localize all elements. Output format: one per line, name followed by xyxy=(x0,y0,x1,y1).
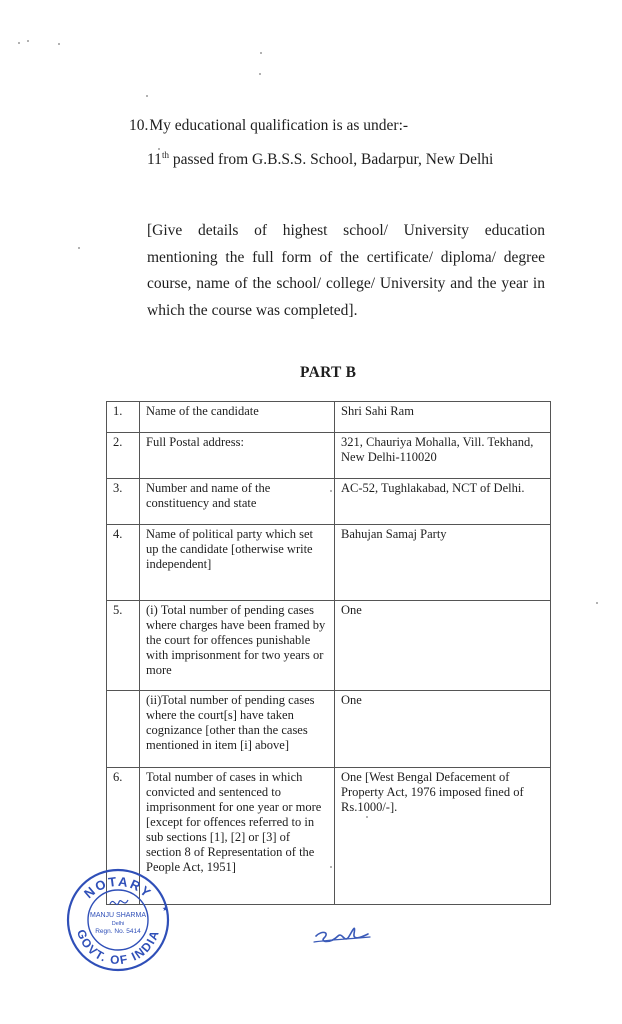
row-value: AC-52, Tughlakabad, NCT of Delhi. xyxy=(335,479,551,525)
row-value: Bahujan Samaj Party xyxy=(335,525,551,601)
table-row xyxy=(107,479,551,525)
candidate-signature xyxy=(308,912,378,948)
row-label: (i) Total number of pending cases where charges have been framed by the court for offences punishable with imprisonment for two years or more xyxy=(140,601,335,691)
row-value: Shri Sahi Ram xyxy=(335,402,551,433)
row-value: One xyxy=(335,691,551,768)
table-row xyxy=(107,402,551,433)
row-serial: 4. xyxy=(107,525,140,601)
stamp-top-text: NOTARY xyxy=(81,873,156,902)
stamp-name: MANJU SHARMA xyxy=(89,912,147,919)
stamp-place: Delhi xyxy=(111,921,125,927)
star-icon: ★ xyxy=(162,905,169,913)
qualification-text: passed from G.B.S.S. School, Badarpur, New Delhi xyxy=(168,151,494,168)
qualification-ordinal-suffix: th xyxy=(161,150,169,160)
row-serial xyxy=(107,691,140,768)
item-10-number: 10. xyxy=(129,117,149,134)
qualification-instruction: [Give details of highest school/ University education mentioning the full form of the certificate/ diploma/ degree course, name of the school/ college/ University and the year in which the course was completed]. xyxy=(147,222,545,319)
table-row xyxy=(107,433,551,479)
item-10-heading xyxy=(129,117,408,135)
part-b-title: PART B xyxy=(300,364,357,381)
row-label: Total number of cases in which convicted and sentenced to imprisonment for one year or more [except for offences referred to in sub sections [1], [2] or [3] of section 8 of Representation of the People Act, 1951] xyxy=(140,768,335,905)
qualification-ordinal: 11 xyxy=(147,151,162,168)
part-b-table xyxy=(106,401,551,905)
row-value: 321, Chauriya Mohalla, Vill. Tekhand, New Delhi-110020 xyxy=(335,433,551,479)
row-label: Full Postal address: xyxy=(140,433,335,479)
stamp-bottom-text: GOVT. OF INDIA xyxy=(73,927,163,968)
row-serial: 6. xyxy=(107,768,140,905)
row-label: Number and name of the constituency and state xyxy=(140,479,335,525)
row-label: Name of the candidate xyxy=(140,402,335,433)
row-serial: 3. xyxy=(107,479,140,525)
row-value: One [West Bengal Defacement of Property Act, 1976 imposed fined of Rs.1000/-]. xyxy=(335,768,551,905)
table-row xyxy=(107,525,551,601)
table-row xyxy=(107,601,551,691)
row-serial: 5. xyxy=(107,601,140,691)
item-10-heading-text: My educational qualification is as under:- xyxy=(149,117,409,134)
table-row xyxy=(107,691,551,768)
qualification-line xyxy=(147,150,493,169)
row-serial: 2. xyxy=(107,433,140,479)
stamp-regn: Regn. No. 5414 xyxy=(95,928,141,935)
row-label: Name of political party which set up the candidate [otherwise write independent] xyxy=(140,525,335,601)
row-serial: 1. xyxy=(107,402,140,433)
row-value: One xyxy=(335,601,551,691)
table-row xyxy=(107,768,551,905)
notary-initials-mark xyxy=(110,900,128,905)
row-label: (ii)Total number of pending cases where the court[s] have taken cognizance [other than the cases mentioned in item [i] above] xyxy=(140,691,335,768)
notary-stamp xyxy=(64,866,172,974)
